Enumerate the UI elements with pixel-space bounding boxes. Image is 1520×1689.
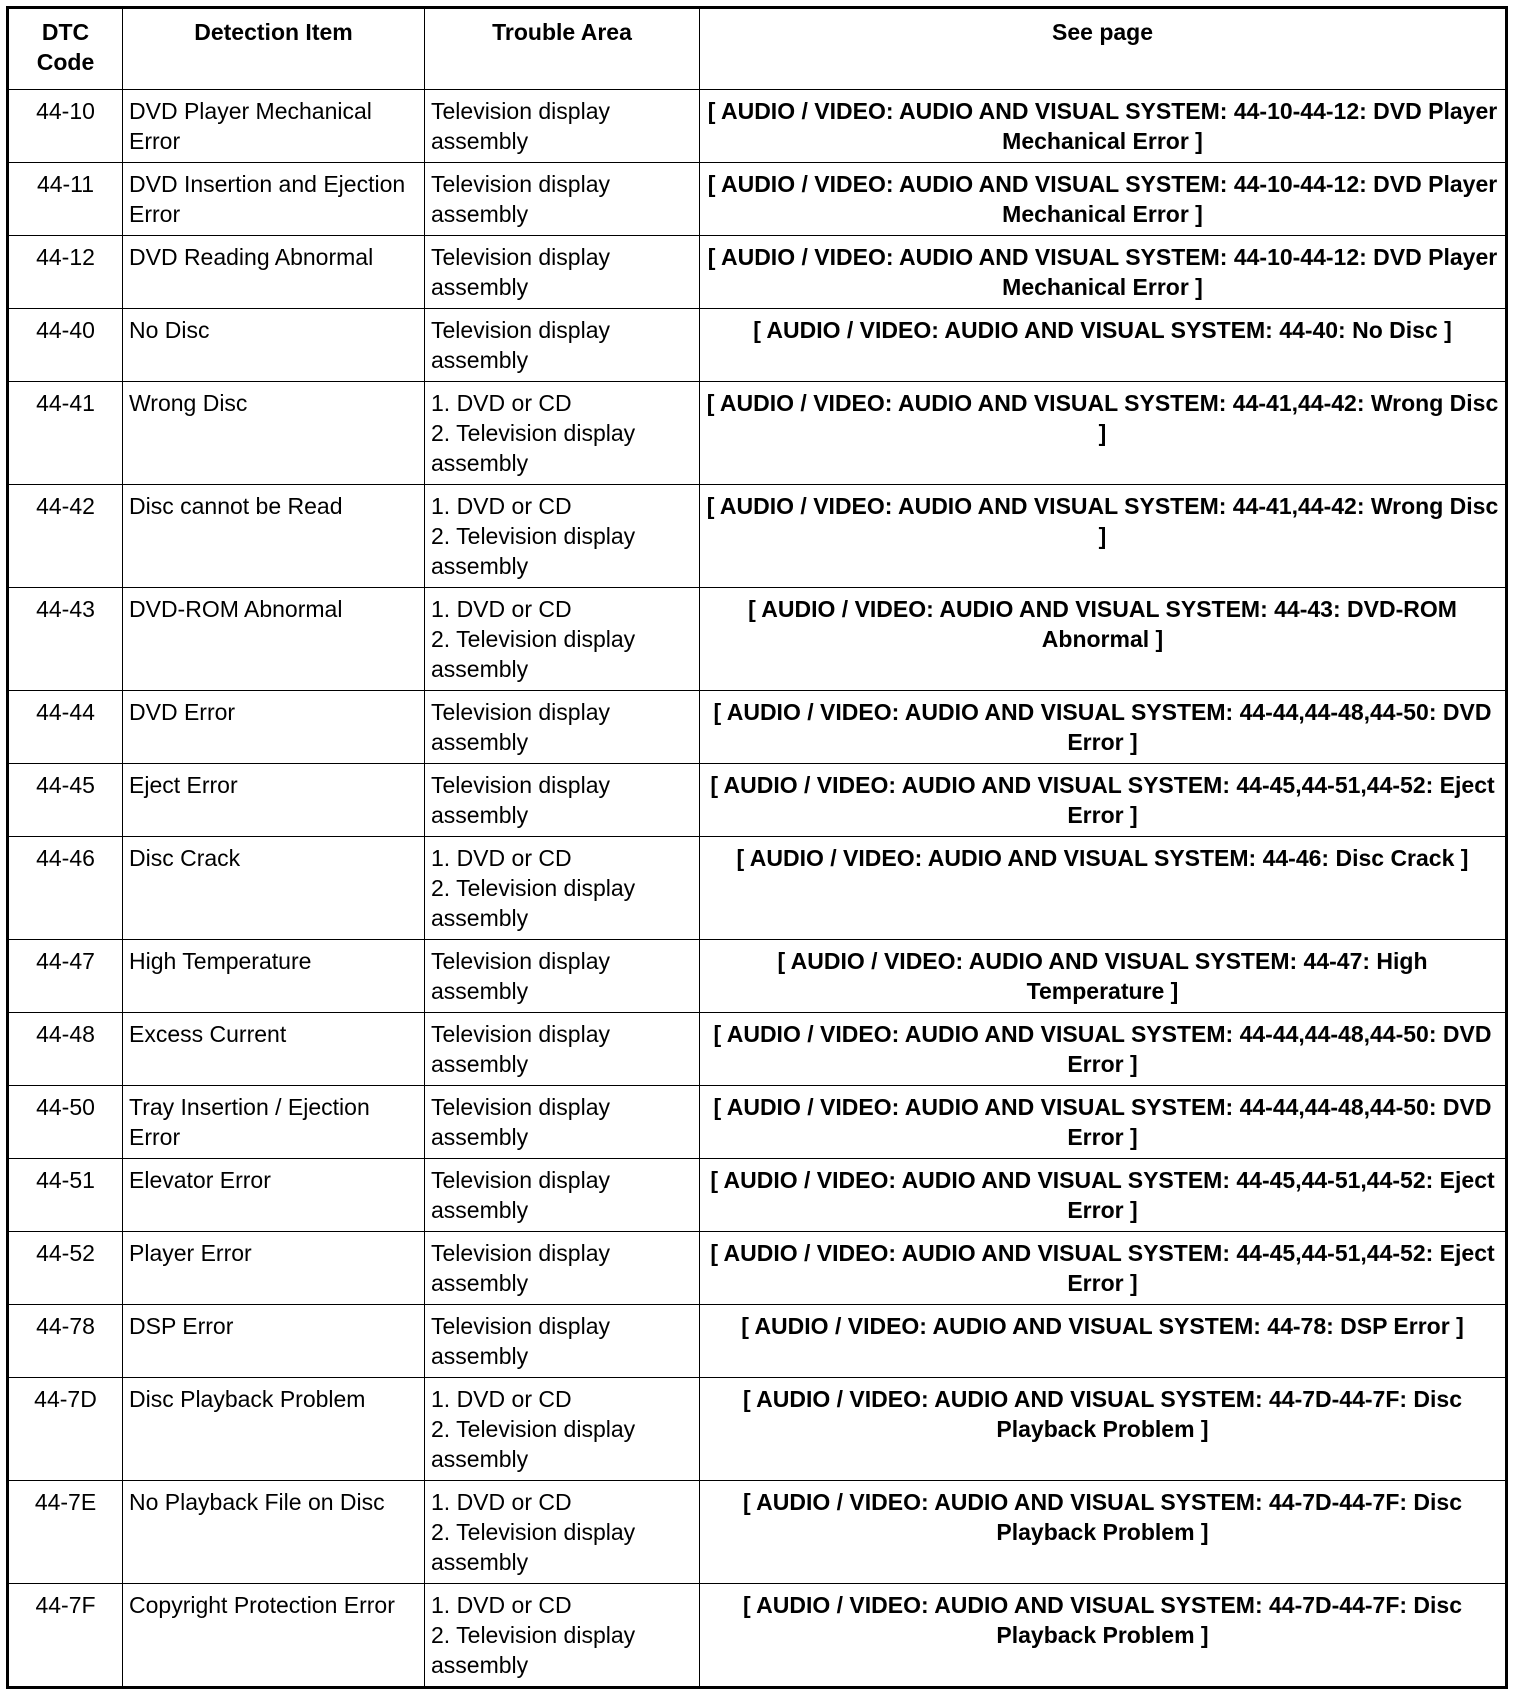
see-page-link[interactable]: [ AUDIO / VIDEO: AUDIO AND VISUAL SYSTEM: 44-46: Disc Crack ] xyxy=(700,837,1507,940)
dtc-code-cell: 44-44 xyxy=(8,691,123,764)
see-page-link[interactable]: [ AUDIO / VIDEO: AUDIO AND VISUAL SYSTEM: 44-44,44-48,44-50: DVD Error ] xyxy=(700,1086,1507,1159)
see-page-link[interactable]: [ AUDIO / VIDEO: AUDIO AND VISUAL SYSTEM: 44-7D-44-7F: Disc Playback Problem ] xyxy=(700,1378,1507,1481)
detection-item-cell: Tray Insertion / Ejection Error xyxy=(123,1086,425,1159)
trouble-area-cell: Television display assembly xyxy=(425,90,700,163)
see-page-link[interactable]: [ AUDIO / VIDEO: AUDIO AND VISUAL SYSTEM: 44-47: High Temperature ] xyxy=(700,940,1507,1013)
dtc-code-cell: 44-10 xyxy=(8,90,123,163)
header-trouble-area: Trouble Area xyxy=(425,8,700,90)
header-see-page: See page xyxy=(700,8,1507,90)
table-row xyxy=(8,837,1507,940)
table-row xyxy=(8,764,1507,837)
dtc-code-cell: 44-7E xyxy=(8,1481,123,1584)
see-page-link[interactable]: [ AUDIO / VIDEO: AUDIO AND VISUAL SYSTEM: 44-10-44-12: DVD Player Mechanical Error ] xyxy=(700,236,1507,309)
table-row xyxy=(8,691,1507,764)
trouble-area-cell: Television display assembly xyxy=(425,691,700,764)
table-row xyxy=(8,309,1507,382)
dtc-code-cell: 44-50 xyxy=(8,1086,123,1159)
dtc-code-cell: 44-11 xyxy=(8,163,123,236)
dtc-code-cell: 44-46 xyxy=(8,837,123,940)
trouble-area-cell: Television display assembly xyxy=(425,309,700,382)
see-page-link[interactable]: [ AUDIO / VIDEO: AUDIO AND VISUAL SYSTEM: 44-41,44-42: Wrong Disc ] xyxy=(700,382,1507,485)
trouble-area-cell: Television display assembly xyxy=(425,236,700,309)
table-row xyxy=(8,1378,1507,1481)
table-row xyxy=(8,1305,1507,1378)
trouble-area-cell: Television display assembly xyxy=(425,1159,700,1232)
table-row xyxy=(8,1481,1507,1584)
detection-item-cell: DVD Error xyxy=(123,691,425,764)
table-row xyxy=(8,1159,1507,1232)
see-page-link[interactable]: [ AUDIO / VIDEO: AUDIO AND VISUAL SYSTEM: 44-7D-44-7F: Disc Playback Problem ] xyxy=(700,1584,1507,1688)
dtc-code-cell: 44-52 xyxy=(8,1232,123,1305)
trouble-area-cell: 1. DVD or CD 2. Television display assembly xyxy=(425,1481,700,1584)
detection-item-cell: DVD Reading Abnormal xyxy=(123,236,425,309)
table-row xyxy=(8,1013,1507,1086)
trouble-area-cell: Television display assembly xyxy=(425,1305,700,1378)
detection-item-cell: DVD Player Mechanical Error xyxy=(123,90,425,163)
see-page-link[interactable]: [ AUDIO / VIDEO: AUDIO AND VISUAL SYSTEM: 44-78: DSP Error ] xyxy=(700,1305,1507,1378)
header-detection-item: Detection Item xyxy=(123,8,425,90)
see-page-link[interactable]: [ AUDIO / VIDEO: AUDIO AND VISUAL SYSTEM: 44-45,44-51,44-52: Eject Error ] xyxy=(700,764,1507,837)
dtc-code-cell: 44-12 xyxy=(8,236,123,309)
table-row xyxy=(8,90,1507,163)
trouble-area-cell: 1. DVD or CD 2. Television display assembly xyxy=(425,837,700,940)
dtc-code-cell: 44-40 xyxy=(8,309,123,382)
see-page-link[interactable]: [ AUDIO / VIDEO: AUDIO AND VISUAL SYSTEM: 44-40: No Disc ] xyxy=(700,309,1507,382)
trouble-area-cell: Television display assembly xyxy=(425,1232,700,1305)
trouble-area-cell: 1. DVD or CD 2. Television display assembly xyxy=(425,485,700,588)
detection-item-cell: High Temperature xyxy=(123,940,425,1013)
detection-item-cell: No Disc xyxy=(123,309,425,382)
table-row xyxy=(8,1086,1507,1159)
dtc-code-cell: 44-45 xyxy=(8,764,123,837)
trouble-area-cell: 1. DVD or CD 2. Television display assembly xyxy=(425,1584,700,1688)
detection-item-cell: Copyright Protection Error xyxy=(123,1584,425,1688)
detection-item-cell: Disc Crack xyxy=(123,837,425,940)
see-page-link[interactable]: [ AUDIO / VIDEO: AUDIO AND VISUAL SYSTEM: 44-45,44-51,44-52: Eject Error ] xyxy=(700,1232,1507,1305)
see-page-link[interactable]: [ AUDIO / VIDEO: AUDIO AND VISUAL SYSTEM: 44-44,44-48,44-50: DVD Error ] xyxy=(700,1013,1507,1086)
dtc-code-cell: 44-7F xyxy=(8,1584,123,1688)
detection-item-cell: Eject Error xyxy=(123,764,425,837)
table-row xyxy=(8,236,1507,309)
see-page-link[interactable]: [ AUDIO / VIDEO: AUDIO AND VISUAL SYSTEM: 44-10-44-12: DVD Player Mechanical Error ] xyxy=(700,163,1507,236)
trouble-area-cell: 1. DVD or CD 2. Television display assembly xyxy=(425,1378,700,1481)
detection-item-cell: Player Error xyxy=(123,1232,425,1305)
table-row xyxy=(8,1584,1507,1688)
trouble-area-cell: 1. DVD or CD 2. Television display assembly xyxy=(425,382,700,485)
table-row xyxy=(8,382,1507,485)
see-page-link[interactable]: [ AUDIO / VIDEO: AUDIO AND VISUAL SYSTEM: 44-7D-44-7F: Disc Playback Problem ] xyxy=(700,1481,1507,1584)
dtc-code-cell: 44-43 xyxy=(8,588,123,691)
trouble-area-cell: 1. DVD or CD 2. Television display assembly xyxy=(425,588,700,691)
dtc-code-cell: 44-42 xyxy=(8,485,123,588)
detection-item-cell: DSP Error xyxy=(123,1305,425,1378)
dtc-code-cell: 44-7D xyxy=(8,1378,123,1481)
see-page-link[interactable]: [ AUDIO / VIDEO: AUDIO AND VISUAL SYSTEM: 44-41,44-42: Wrong Disc ] xyxy=(700,485,1507,588)
detection-item-cell: No Playback File on Disc xyxy=(123,1481,425,1584)
see-page-link[interactable]: [ AUDIO / VIDEO: AUDIO AND VISUAL SYSTEM: 44-43: DVD-ROM Abnormal ] xyxy=(700,588,1507,691)
table-row xyxy=(8,588,1507,691)
detection-item-cell: Excess Current xyxy=(123,1013,425,1086)
see-page-link[interactable]: [ AUDIO / VIDEO: AUDIO AND VISUAL SYSTEM: 44-45,44-51,44-52: Eject Error ] xyxy=(700,1159,1507,1232)
detection-item-cell: Disc Playback Problem xyxy=(123,1378,425,1481)
see-page-link[interactable]: [ AUDIO / VIDEO: AUDIO AND VISUAL SYSTEM: 44-44,44-48,44-50: DVD Error ] xyxy=(700,691,1507,764)
dtc-code-cell: 44-51 xyxy=(8,1159,123,1232)
table-row xyxy=(8,940,1507,1013)
trouble-area-cell: Television display assembly xyxy=(425,1086,700,1159)
trouble-area-cell: Television display assembly xyxy=(425,1013,700,1086)
table-row xyxy=(8,163,1507,236)
detection-item-cell: Wrong Disc xyxy=(123,382,425,485)
trouble-area-cell: Television display assembly xyxy=(425,764,700,837)
dtc-table xyxy=(6,6,1508,1689)
trouble-area-cell: Television display assembly xyxy=(425,940,700,1013)
detection-item-cell: Elevator Error xyxy=(123,1159,425,1232)
detection-item-cell: DVD-ROM Abnormal xyxy=(123,588,425,691)
header-row xyxy=(8,8,1507,90)
table-row xyxy=(8,1232,1507,1305)
dtc-code-cell: 44-41 xyxy=(8,382,123,485)
see-page-link[interactable]: [ AUDIO / VIDEO: AUDIO AND VISUAL SYSTEM: 44-10-44-12: DVD Player Mechanical Error ] xyxy=(700,90,1507,163)
detection-item-cell: DVD Insertion and Ejection Error xyxy=(123,163,425,236)
table-row xyxy=(8,485,1507,588)
dtc-code-cell: 44-78 xyxy=(8,1305,123,1378)
dtc-code-cell: 44-48 xyxy=(8,1013,123,1086)
dtc-code-cell: 44-47 xyxy=(8,940,123,1013)
header-dtc-code: DTC Code xyxy=(8,8,123,90)
trouble-area-cell: Television display assembly xyxy=(425,163,700,236)
detection-item-cell: Disc cannot be Read xyxy=(123,485,425,588)
